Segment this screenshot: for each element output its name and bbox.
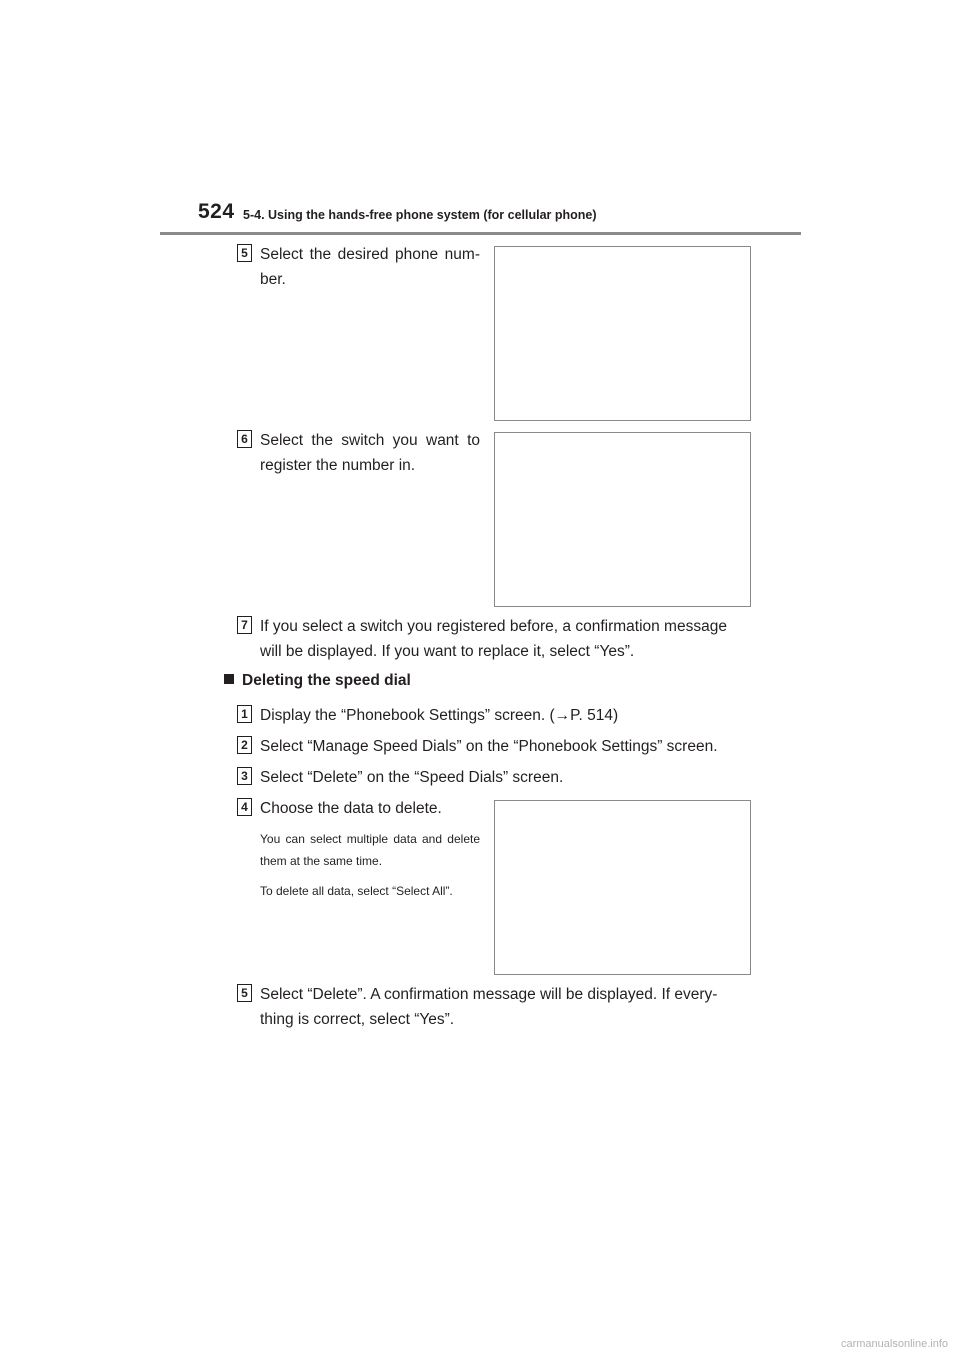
step-text: Select “Delete” on the “Speed Dials” screen. bbox=[260, 769, 564, 786]
step-number-badge: 7 bbox=[237, 616, 252, 634]
section-title: 5-4. Using the hands-free phone system (for cellular phone) bbox=[243, 208, 597, 222]
step-text: Select “Manage Speed Dials” on the “Phonebook Settings” screen. bbox=[260, 738, 718, 755]
step-number-badge: 1 bbox=[237, 705, 252, 723]
step-text: Select the switch you want to register the number in. bbox=[260, 432, 480, 474]
step-number-badge: 3 bbox=[237, 767, 252, 785]
subsection-heading bbox=[224, 672, 411, 690]
square-bullet-icon bbox=[224, 674, 234, 684]
screen-illustration bbox=[494, 432, 751, 607]
step-number-badge: 6 bbox=[237, 430, 252, 448]
step-text: Display the “Phonebook Settings” screen. (→P. 514) bbox=[260, 707, 619, 724]
page-number: 524 bbox=[198, 200, 235, 223]
subsection-heading-text: Deleting the speed dial bbox=[242, 672, 411, 689]
screen-illustration bbox=[494, 246, 751, 421]
screen-illustration bbox=[494, 800, 751, 975]
step-text: Choose the data to delete. bbox=[260, 800, 442, 817]
step-text: If you select a switch you registered before, a confirmation message will be displayed. If you want to replace it, select “Yes”. bbox=[260, 618, 727, 660]
step-number-badge: 5 bbox=[237, 244, 252, 262]
step-number-badge: 4 bbox=[237, 798, 252, 816]
step-text: Select the desired phone num-ber. bbox=[260, 246, 480, 288]
step-note: You can select multiple data and delete them at the same time. bbox=[260, 832, 480, 868]
step-note: To delete all data, select “Select All”. bbox=[260, 884, 453, 898]
step-number-badge: 2 bbox=[237, 736, 252, 754]
header-divider bbox=[160, 232, 801, 235]
step-number-badge: 5 bbox=[237, 984, 252, 1002]
step-text: Select “Delete”. A confirmation message will be displayed. If every-thing is correct, select “Yes”. bbox=[260, 986, 718, 1028]
watermark: carmanualsonline.info bbox=[840, 1338, 948, 1350]
